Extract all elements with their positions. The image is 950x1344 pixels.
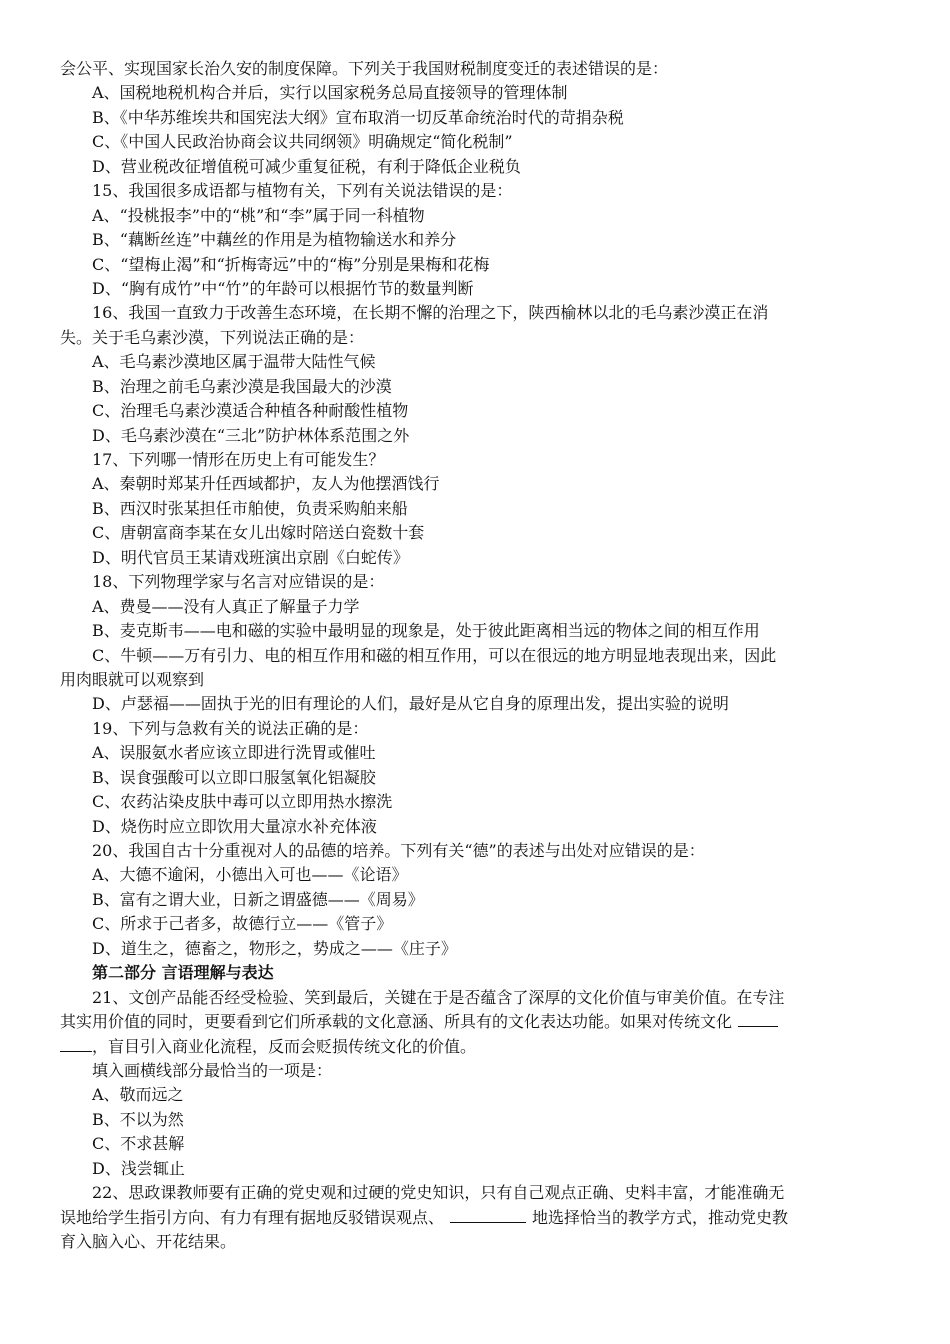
q17-option-c: C、唐朝富商李某在女儿出嫁时陪送白瓷数十套 xyxy=(92,523,425,543)
q21-stem-line3-text: ，盲目引入商业化流程，反而会贬损传统文化的价值。 xyxy=(92,1036,477,1056)
q21-stem: 21、文创产品能否经受检验、笑到最后，关键在于是否蕴含了深厚的文化价值与审美价值。在专注 xyxy=(92,987,785,1007)
q21-stem-line2 xyxy=(60,1010,898,1034)
q14-option-b: B、《中华苏维埃共和国宪法大纲》宣布取消一切反革命统治时代的苛捐杂税 xyxy=(92,107,624,127)
q22-stem-line2-text-b: 地选择恰当的教学方式，推动党史教 xyxy=(532,1207,789,1227)
q22-blank xyxy=(450,1208,526,1223)
q16-option-c: C、治理毛乌素沙漠适合种植各种耐酸性植物 xyxy=(92,401,409,421)
q21-option-b: B、不以为然 xyxy=(92,1109,184,1129)
q14-option-c: C、《中国人民政治协商会议共同纲领》明确规定“简化税制” xyxy=(92,132,513,152)
q21-blank-part1 xyxy=(738,1012,778,1027)
q22-stem-line2 xyxy=(60,1206,898,1230)
q16-stem: 16、我国一直致力于改善生态环境，在长期不懈的治理之下，陕西榆林以北的毛乌素沙漠正在消 xyxy=(92,303,769,323)
q14-stem-continued: 会公平、实现国家长治久安的制度保障。下列关于我国财税制度变迁的表述错误的是： xyxy=(60,59,669,78)
q14-option-d: D、营业税改征增值税可减少重复征税，有利于降低企业税负 xyxy=(92,156,521,176)
q19-option-a: A、误服氨水者应该立即进行洗胃或催吐 xyxy=(92,743,376,763)
q19-stem: 19、下列与急救有关的说法正确的是： xyxy=(92,718,369,738)
q15-option-d: D、“胸有成竹”中“竹”的年龄可以根据竹节的数量判断 xyxy=(92,278,474,298)
q20-option-c: C、所求于己者多，故德行立——《管子》 xyxy=(92,914,393,934)
q20-stem: 20、我国自古十分重视对人的品德的培养。下列有关“德”的表述与出处对应错误的是： xyxy=(92,841,705,860)
q19-option-c: C、农药沾染皮肤中毒可以立即用热水擦洗 xyxy=(92,792,393,812)
q22-stem-line3: 育入脑入心、开花结果。 xyxy=(60,1232,237,1251)
q17-option-a: A、秦朝时郑某升任西域都护，友人为他摆酒饯行 xyxy=(92,474,440,494)
q16-option-a: A、毛乌素沙漠地区属于温带大陆性气候 xyxy=(92,352,376,372)
section-heading: 第二部分 言语理解与表达 xyxy=(92,963,274,983)
q17-option-d: D、明代官员王某请戏班演出京剧《白蛇传》 xyxy=(92,547,409,567)
q15-option-a: A、“投桃报李”中的“桃”和“李”属于同一科植物 xyxy=(92,205,425,225)
q21-instruction: 填入画横线部分最恰当的一项是： xyxy=(92,1060,333,1080)
q15-option-b: B、“藕断丝连”中藕丝的作用是为植物输送水和养分 xyxy=(92,230,457,250)
q17-stem: 17、下列哪一情形在历史上有可能发生？ xyxy=(92,450,385,469)
q20-option-a: A、大德不逾闲，小德出入可也——《论语》 xyxy=(92,865,408,885)
q21-stem-line2-text: 其实用价值的同时，更要看到它们所承载的文化意涵、所具有的文化表达功能。如果对传统文化 xyxy=(60,1012,733,1032)
q18-option-c: C、牛顿——万有引力、电的相互作用和磁的相互作用，可以在很远的地方明显地表现出来，因此 xyxy=(92,645,777,665)
q20-option-d: D、道生之，德畜之，物形之，势成之——《庄子》 xyxy=(92,938,457,958)
q18-stem: 18、下列物理学家与名言对应错误的是： xyxy=(92,572,385,592)
q14-option-a: A、国税地税机构合并后，实行以国家税务总局直接领导的管理体制 xyxy=(92,83,568,103)
q18-option-c-continued: 用肉眼就可以观察到 xyxy=(60,669,205,689)
q15-stem: 15、我国很多成语都与植物有关，下列有关说法错误的是： xyxy=(92,181,513,201)
q21-option-d: D、浅尝辄止 xyxy=(92,1158,185,1178)
q21-option-c: C、不求甚解 xyxy=(92,1134,185,1154)
q21-stem-line3 xyxy=(60,1035,898,1059)
q18-option-b: B、麦克斯韦——电和磁的实验中最明显的现象是，处于彼此距离相当远的物体之间的相互作用 xyxy=(92,621,760,641)
q22-stem-line2-text-a: 误地给学生指引方向、有力有理有据地反驳错误观点、 xyxy=(60,1207,445,1227)
q18-option-a: A、费曼——没有人真正了解量子力学 xyxy=(92,596,360,616)
q21-blank-part2 xyxy=(60,1037,92,1052)
q20-option-b: B、富有之谓大业，日新之谓盛德——《周易》 xyxy=(92,889,424,909)
q16-option-b: B、治理之前毛乌素沙漠是我国最大的沙漠 xyxy=(92,376,392,396)
q22-stem: 22、思政课教师要有正确的党史观和过硬的党史知识，只有自己观点正确、史料丰富，才能准确无 xyxy=(92,1183,785,1203)
q17-option-b: B、西汉时张某担任市舶使，负责采购舶来船 xyxy=(92,498,408,518)
q16-stem-continued: 失。关于毛乌素沙漠，下列说法正确的是： xyxy=(60,327,365,347)
q21-option-a: A、敬而远之 xyxy=(92,1085,184,1105)
q19-option-b: B、误食强酸可以立即口服氢氧化铝凝胶 xyxy=(92,767,376,787)
q16-option-d: D、毛乌素沙漠在“三北”防护林体系范围之外 xyxy=(92,425,410,445)
q19-option-d: D、烧伤时应立即饮用大量凉水补充体液 xyxy=(92,816,377,836)
q18-option-d: D、卢瑟福——固执于光的旧有理论的人们，最好是从它自身的原理出发，提出实验的说明 xyxy=(92,694,729,714)
q15-option-c: C、“望梅止渴”和“折梅寄远”中的“梅”分别是果梅和花梅 xyxy=(92,254,490,274)
